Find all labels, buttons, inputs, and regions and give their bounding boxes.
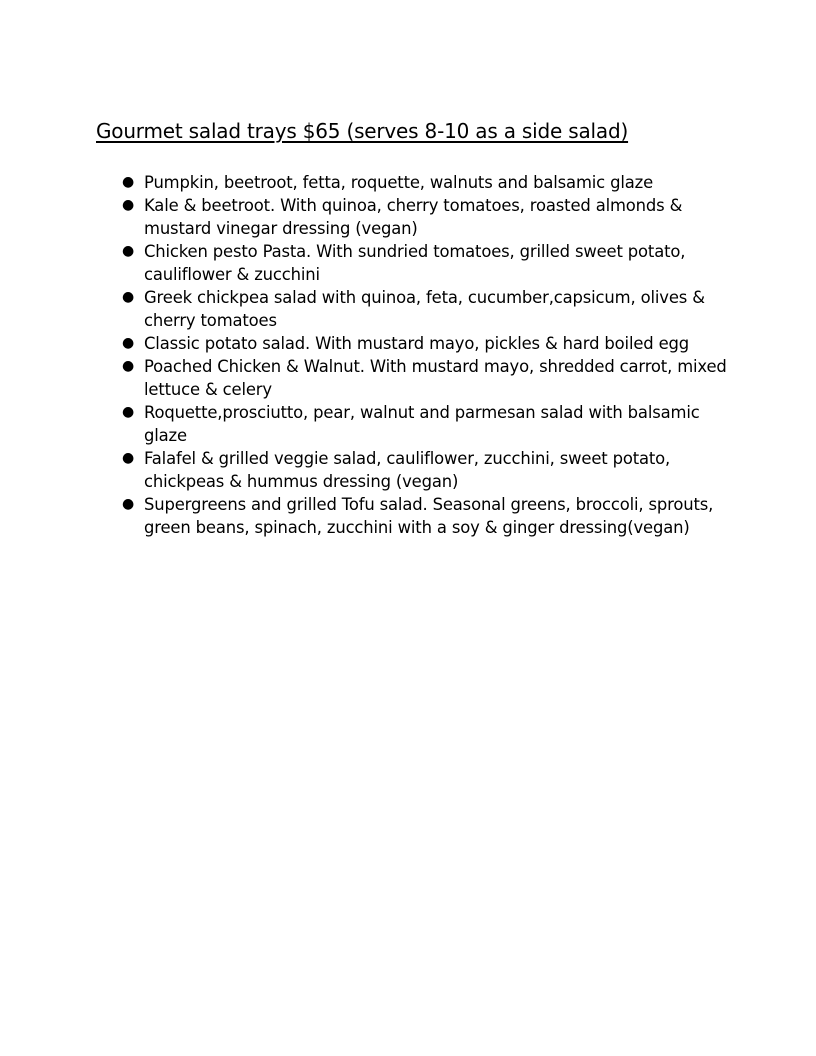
page-title: Gourmet salad trays $65 (serves 8-10 as a side salad) <box>96 119 629 143</box>
bullet-icon: ● <box>122 496 135 512</box>
list-item-text: Roquette,prosciutto, pear, walnut and parmesan salad with balsamic glaze <box>144 403 700 445</box>
list-item <box>0 401 734 447</box>
salad-list <box>0 171 816 539</box>
bullet-icon: ● <box>122 358 135 374</box>
list-item <box>0 286 734 332</box>
list-item-text: Greek chickpea salad with quinoa, feta, cucumber,capsicum, olives & cherry tomatoes <box>144 288 705 330</box>
list-item <box>0 171 734 194</box>
list-item <box>0 240 734 286</box>
bullet-icon: ● <box>122 174 135 190</box>
list-item-text: Supergreens and grilled Tofu salad. Seasonal greens, broccoli, sprouts, green beans, spinach, zucchini with a soy & ginger dressing(vegan) <box>144 495 714 537</box>
bullet-icon: ● <box>122 197 135 213</box>
bullet-icon: ● <box>122 289 135 305</box>
bullet-icon: ● <box>122 450 135 466</box>
list-item-text: Kale & beetroot. With quinoa, cherry tomatoes, roasted almonds & mustard vinegar dressing (vegan) <box>144 196 683 238</box>
bullet-icon: ● <box>122 243 135 259</box>
list-item <box>0 194 734 240</box>
list-item <box>0 332 734 355</box>
list-item-text: Poached Chicken & Walnut. With mustard mayo, shredded carrot, mixed lettuce & celery <box>144 357 727 399</box>
list-item-text: Chicken pesto Pasta. With sundried tomatoes, grilled sweet potato, cauliflower & zucchini <box>144 242 686 284</box>
bullet-icon: ● <box>122 335 135 351</box>
bullet-icon: ● <box>122 404 135 420</box>
list-item <box>0 355 734 401</box>
list-item-text: Pumpkin, beetroot, fetta, roquette, walnuts and balsamic glaze <box>144 173 654 192</box>
list-item <box>0 493 734 539</box>
list-item-text: Falafel & grilled veggie salad, cauliflower, zucchini, sweet potato, chickpeas & hummus dressing (vegan) <box>144 449 671 491</box>
list-item-text: Classic potato salad. With mustard mayo, pickles & hard boiled egg <box>144 334 690 353</box>
list-item <box>0 447 734 493</box>
